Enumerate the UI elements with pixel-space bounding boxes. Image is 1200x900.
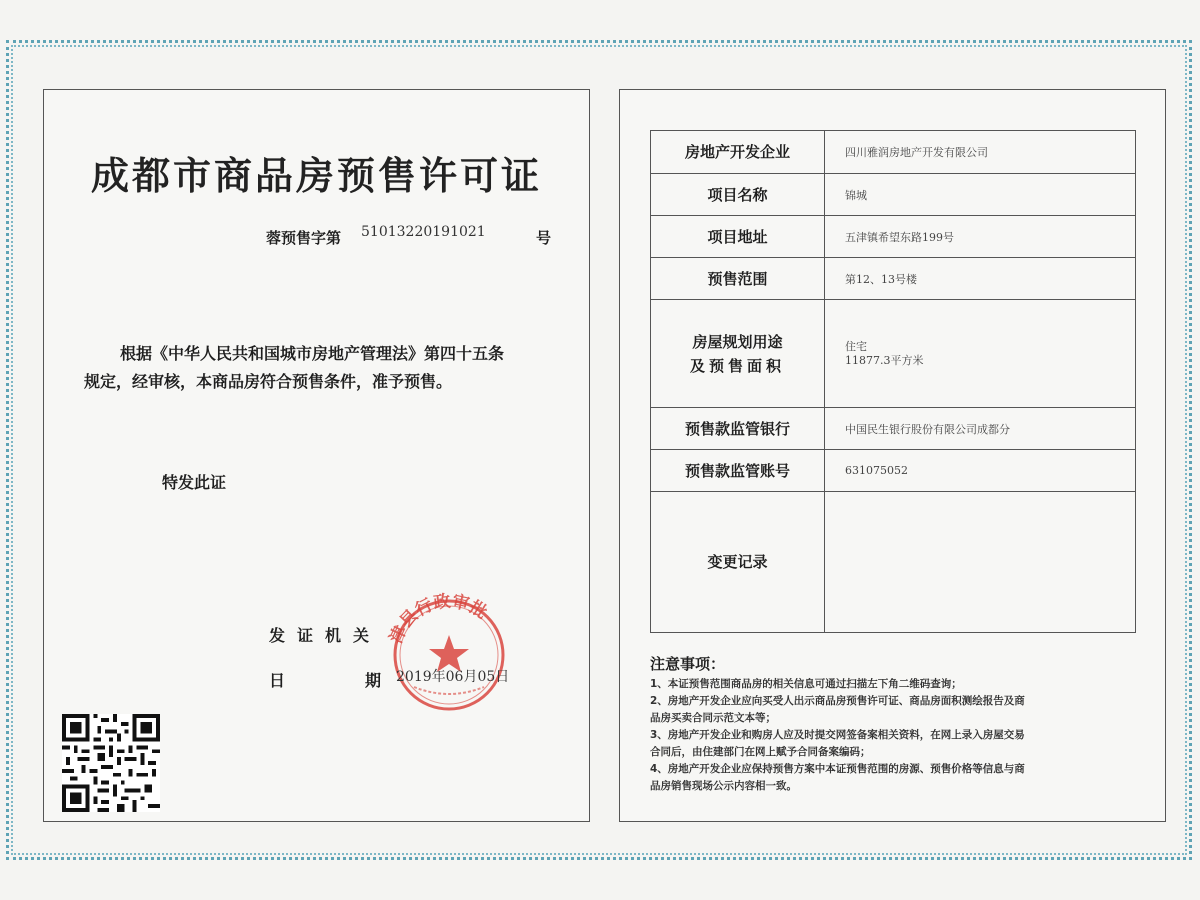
table-row-supervision-account xyxy=(651,450,1135,492)
table-row-project-address xyxy=(651,216,1135,258)
svg-text:津县行政审批: 津县行政审批 xyxy=(386,591,491,647)
body-line-2: 规定，经审核，本商品房符合预售条件，准予预售。 xyxy=(84,372,453,391)
notes-section xyxy=(650,653,1145,795)
permit-suffix: 号 xyxy=(536,229,552,247)
presale-scope-value: 第12、13号楼 xyxy=(845,272,917,286)
special-issue-text: 特发此证 xyxy=(162,473,227,492)
permit-number: 51013220191021 xyxy=(361,224,486,240)
date-label xyxy=(269,668,381,691)
note-item-3: 3、房地产开发企业和购房人应及时提交网签备案相关资料，在网上录入房屋交易 xyxy=(650,729,1025,741)
supervision-account-label: 预售款监管账号 xyxy=(651,450,825,491)
presale-scope-label: 预售范围 xyxy=(651,258,825,299)
issuer-label: 发证机关 xyxy=(269,626,382,645)
note-item-4: 4、房地产开发企业应保持预售方案中本证预售范围的房源、预售价格等信息与商 xyxy=(650,763,1025,775)
developer-label: 房地产开发企业 xyxy=(651,131,825,173)
project-address-value: 五津镇希望东路199号 xyxy=(845,230,954,244)
usage-area-label xyxy=(651,300,825,407)
details-table xyxy=(650,130,1136,633)
usage-value: 住宅 xyxy=(845,339,867,353)
date-label-a: 日 xyxy=(269,671,286,690)
area-value: 11877.3平方米 xyxy=(845,353,924,367)
table-row-supervision-bank xyxy=(651,408,1135,450)
change-record-value xyxy=(825,492,1135,632)
note-item-1: 1、本证预售范围商品房的相关信息可通过扫描左下角二维码查询； xyxy=(650,678,962,690)
certificate-details-panel xyxy=(619,89,1166,822)
issue-date: 2019年06月05日 xyxy=(396,669,510,685)
supervision-account-value: 631075052 xyxy=(845,464,908,477)
usage-area-label-line2: 及预售面积 xyxy=(689,356,785,375)
project-address-label: 项目地址 xyxy=(651,216,825,257)
body-line-1: 根据《中华人民共和国城市房地产管理法》第四十五条 xyxy=(120,344,505,363)
note-item-3-cont: 合同后，由住建部门在网上赋予合同备案编码； xyxy=(650,746,871,758)
supervision-bank-label: 预售款监管银行 xyxy=(651,408,825,449)
table-row-project-name xyxy=(651,174,1135,216)
usage-area-label-line1: 房屋规划用途 xyxy=(692,332,783,351)
change-record-label: 变更记录 xyxy=(651,492,825,632)
developer-value: 四川雅润房地产开发有限公司 xyxy=(845,146,988,159)
certificate-title: 成都市商品房预售许可证 xyxy=(90,154,542,198)
notes-title: 注意事项： xyxy=(650,655,726,673)
note-item-2: 2、房地产开发企业应向买受人出示商品房预售许可证、商品房面积测绘报告及商 xyxy=(650,695,1025,707)
date-label-b: 期 xyxy=(364,671,381,690)
official-seal-stamp xyxy=(374,587,524,712)
table-row-change-record xyxy=(651,492,1135,632)
note-item-2-cont: 品房买卖合同示范文本等； xyxy=(650,712,776,724)
supervision-bank-value: 中国民生银行股份有限公司成都分 xyxy=(845,422,1010,436)
note-item-4-cont: 品房销售现场公示内容相一致。 xyxy=(650,780,797,792)
usage-area-value xyxy=(825,300,1135,407)
table-row-presale-scope xyxy=(651,258,1135,300)
project-name-label: 项目名称 xyxy=(651,174,825,215)
table-row-developer xyxy=(651,131,1135,174)
permit-prefix: 蓉预售字第 xyxy=(266,229,342,247)
project-name-value: 锦城 xyxy=(845,188,867,202)
qr-code xyxy=(62,714,160,812)
certificate-body xyxy=(84,340,564,396)
table-row-usage-area xyxy=(651,300,1135,408)
certificate-front-panel xyxy=(43,89,590,822)
